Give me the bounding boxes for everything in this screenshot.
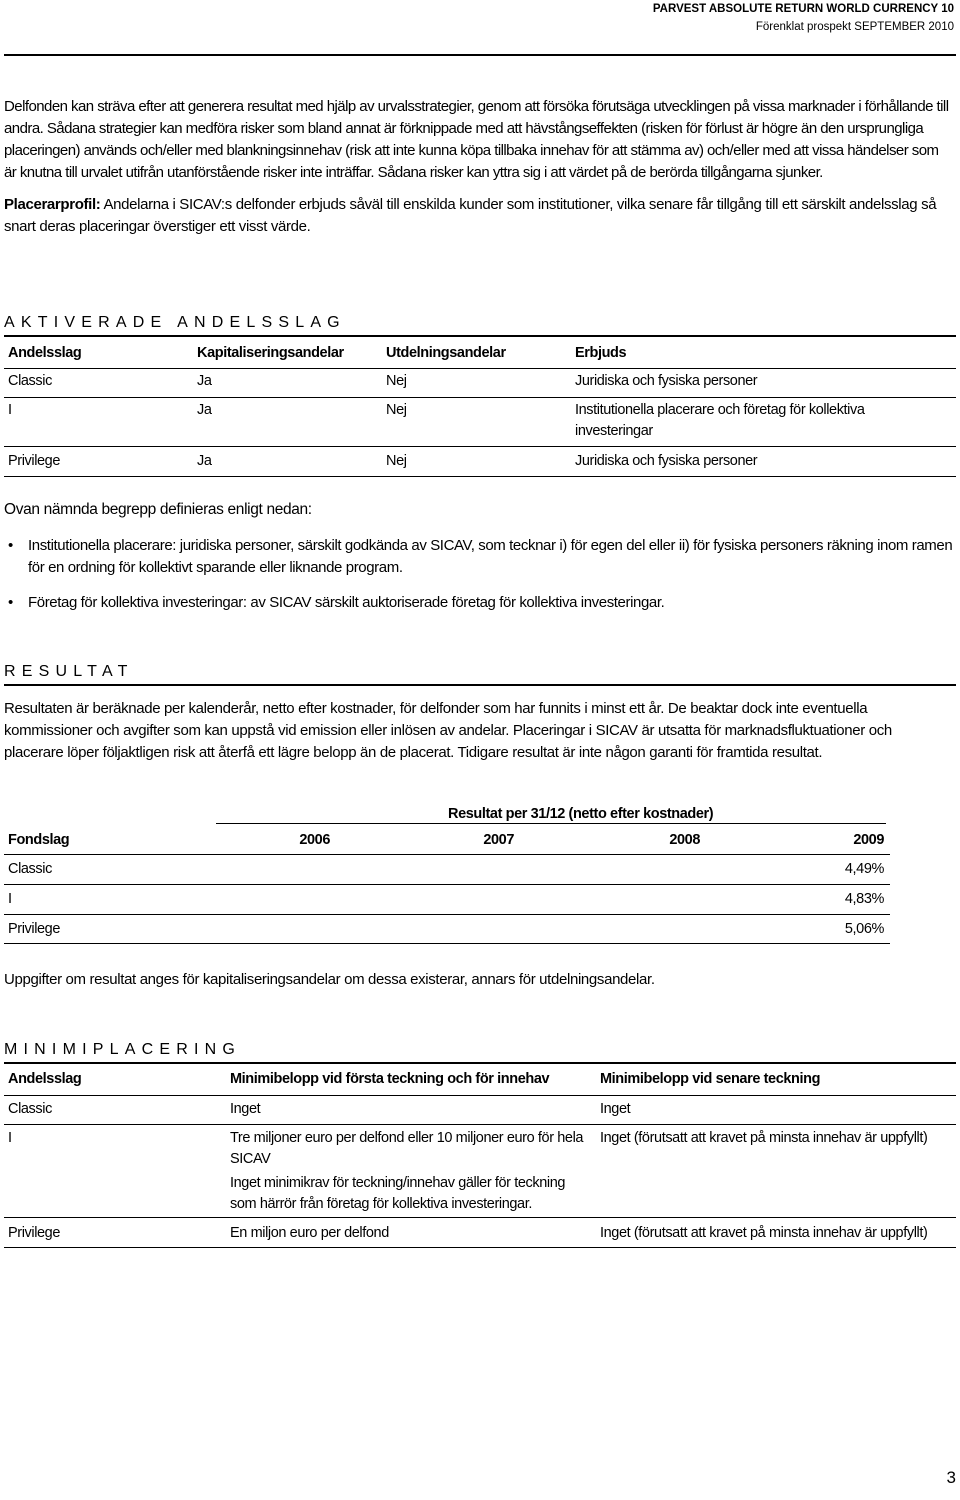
table-cell: 4,83% xyxy=(844,891,884,907)
definitions-list xyxy=(4,535,954,614)
table-cell: Ja xyxy=(197,373,212,389)
investor-profile-paragraph xyxy=(4,194,954,238)
minimum-title: MINIMIPLACERING xyxy=(4,1041,242,1058)
table-cell: Juridiska och fysiska personer xyxy=(575,373,758,389)
fund-name: PARVEST ABSOLUTE RETURN WORLD CURRENCY 10 xyxy=(652,3,954,15)
results-section xyxy=(4,698,954,764)
doc-subtitle: Förenklat prospekt SEPTEMBER 2010 xyxy=(755,21,954,33)
definitions-section xyxy=(4,499,954,614)
activated-classes-rule xyxy=(4,335,956,337)
min-first-text: Tre miljoner euro per delfond eller 10 miljoner euro för hela SICAV xyxy=(230,1130,584,1167)
header-cell: Fondslag xyxy=(8,832,70,848)
results-title: RESULTAT xyxy=(4,663,134,680)
table-divider xyxy=(4,446,956,447)
table-divider xyxy=(4,854,890,855)
table-cell: Inget (förutsatt att kravet på minsta innehav är uppfyllt) xyxy=(600,1225,928,1241)
table-cell: Inget xyxy=(600,1101,631,1117)
table-divider xyxy=(4,368,956,369)
list-item xyxy=(4,592,954,614)
min-first-note: Inget minimikrav för teckning/innehav gäller för teckning som härrör från företag för kollektiva investeringar. xyxy=(230,1175,566,1212)
results-note: Uppgifter om resultat anges för kapitaliseringsandelar om dessa existerar, annars för utdelningsandelar. xyxy=(4,971,655,988)
table-cell: Inget (förutsatt att kravet på minsta innehav är uppfyllt) xyxy=(600,1130,928,1146)
table-cell: Privilege xyxy=(8,453,61,469)
table-cell: Juridiska och fysiska personer xyxy=(575,453,758,469)
header-cell: Erbjuds xyxy=(575,345,627,361)
header-cell: Utdelningsandelar xyxy=(386,345,506,361)
header-cell: 2009 xyxy=(853,832,884,848)
table-cell: I xyxy=(8,402,12,418)
bullet-icon: • xyxy=(8,537,13,554)
header-cell: Kapitaliseringsandelar xyxy=(197,345,344,361)
header-cell: Andelsslag xyxy=(8,1071,82,1087)
table-divider xyxy=(4,476,956,477)
table-cell: Classic xyxy=(8,1101,52,1117)
minimum-rule xyxy=(4,1062,956,1064)
page-number: 3 xyxy=(946,1468,956,1487)
table-cell: Institutionella placerare och företag för kollektiva investeringar xyxy=(575,402,865,439)
header-cell: Minimibelopp vid första teckning och för innehav xyxy=(230,1071,550,1087)
definitions-intro: Ovan nämnda begrepp definieras enligt nedan: xyxy=(4,501,312,518)
table-cell: Privilege xyxy=(8,921,61,937)
table-cell: 5,06% xyxy=(844,921,884,937)
results-rule xyxy=(4,684,956,686)
table-divider xyxy=(4,1217,956,1218)
table-cell: En miljon euro per delfond xyxy=(230,1225,389,1241)
results-paragraph: Resultaten är beräknade per kalenderår, netto efter kostnader, för delfonder som har funnits i minst ett år. De beaktar dock inte eventuella kommissioner och avgifter som kan uppstå vid emission eller inlösen av andelar. Placeringar i SICAV är utsatta för marknadsfluktuationer och placerare löper följaktligen risk att återfå ett lägre belopp än de placerat. Tidigare resultat är inte någon garanti för framtida resultat. xyxy=(4,700,892,761)
profile-text: Andelarna i SICAV:s delfonder erbjuds såväl till enskilda kunder som institutioner, vilka senare får tillgång till ett särskilt andelsslag så snart deras placeringar överstiger ett visst värde. xyxy=(4,196,937,235)
profile-label: Placerarprofil: xyxy=(4,196,101,213)
list-item-text: Företag för kollektiva investeringar: av SICAV särskilt auktoriserade företag för kollektiva investeringar. xyxy=(28,594,665,611)
table-cell: 4,49% xyxy=(844,861,884,877)
table-divider xyxy=(4,914,890,915)
header-cell: 2006 xyxy=(299,832,330,848)
table-cell xyxy=(230,1128,590,1215)
table-cell: I xyxy=(8,891,12,907)
table-cell: Classic xyxy=(8,861,52,877)
header-divider xyxy=(4,54,956,56)
strategy-paragraph: Delfonden kan sträva efter att generera resultat med hjälp av urvalsstrategier, genom att försöka förutsäga utvecklingen på vissa marknader i förhållande till andra. Sådana strategier kan medföra risker som bland annat är förknippade med att hävstångseffekten (risken för förlust är högre än den ursprungliga placeringen) används och/eller med blankningsinnehav (risk att inte kunna köpa tillbaka innehav för att stämma av) och/eller med att vissa händelser som är knutna till urvalet utifrån utanförstående risker inte inträffar. Sådana risker kan yttra sig i att värdet på de berörda tillgångarna sjunker. xyxy=(4,98,949,181)
table-divider xyxy=(4,1247,956,1248)
table-cell: Inget xyxy=(230,1101,261,1117)
page-header xyxy=(653,0,954,36)
table-cell: Nej xyxy=(386,402,407,418)
table-cell: Classic xyxy=(8,373,52,389)
header-cell: 2008 xyxy=(669,832,700,848)
list-item-text: Institutionella placerare: juridiska personer, särskilt godkända av SICAV, som tecknar i) för egen del eller ii) för fysiska personers räkning inom ramen för en ordning för kollektivt sparande eller liknande program. xyxy=(28,537,953,576)
header-cell: Minimibelopp vid senare teckning xyxy=(600,1071,821,1087)
table-cell: Ja xyxy=(197,402,212,418)
intro-section xyxy=(4,96,954,238)
table-cell: Ja xyxy=(197,453,212,469)
table-cell: Nej xyxy=(386,373,407,389)
table-cell: I xyxy=(8,1130,12,1146)
header-cell: Andelsslag xyxy=(8,345,82,361)
table-divider xyxy=(4,943,890,944)
table-cell: Nej xyxy=(386,453,407,469)
list-item xyxy=(4,535,954,579)
table-divider xyxy=(4,397,956,398)
bullet-icon: • xyxy=(8,594,13,611)
table-divider xyxy=(4,1124,956,1125)
results-note-section xyxy=(4,969,954,991)
table-cell: Privilege xyxy=(8,1225,61,1241)
table-divider xyxy=(4,884,890,885)
header-cell: 2007 xyxy=(483,832,514,848)
table-divider xyxy=(4,1095,956,1096)
table-divider xyxy=(216,823,886,824)
results-table-caption: Resultat per 31/12 (netto efter kostnader) xyxy=(448,806,714,822)
activated-classes-title: AKTIVERADE ANDELSSLAG xyxy=(4,314,346,331)
